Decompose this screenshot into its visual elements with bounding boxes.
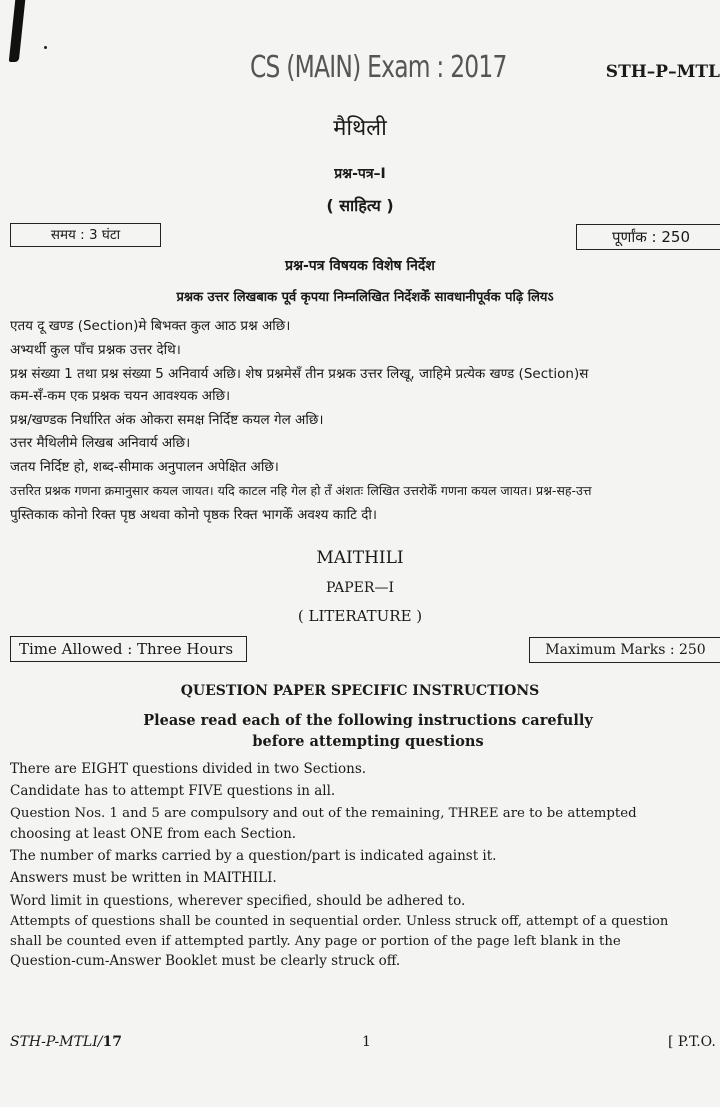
subject-hindi: मैथिली — [333, 116, 387, 141]
scan-dot — [44, 46, 47, 49]
english-line: Word limit in questions, wherever specified, should be adhered to. — [10, 893, 466, 909]
hindi-line: जतय निर्दिष्ट हो, शब्द-सीमाक अनुपालन अपेक्षित अछि। — [10, 459, 279, 475]
page-number: 1 — [362, 1034, 371, 1050]
english-line: The number of marks carried by a question/part is indicated against it. — [10, 848, 497, 864]
scan-mark — [9, 0, 26, 62]
footer-code — [10, 1034, 122, 1050]
footer-code-number: 17 — [102, 1034, 122, 1050]
section-hindi: ( साहित्य ) — [326, 196, 394, 215]
english-line: shall be counted even if attempted partly. Any page or portion of the page left blank in the — [10, 934, 621, 949]
hindi-instructions-heading: प्रश्न-पत्र विषयक विशेष निर्देश — [285, 258, 435, 274]
hindi-line: कम-सँ-कम एक प्रश्नक चयन आवश्यक अछि। — [10, 388, 231, 404]
english-line: Question-cum-Answer Booklet must be clearly struck off. — [10, 953, 401, 969]
hindi-line: प्रश्न/खण्डक निर्धारित अंक ओकरा समक्ष निर्दिष्ट कयल गेल अछि। — [10, 412, 324, 428]
english-line: Candidate has to attempt FIVE questions in all. — [10, 783, 336, 799]
section-english: ( LITERATURE ) — [297, 607, 423, 625]
hindi-line: उत्तर मैथिलीमे लिखब अनिवार्य अछि। — [10, 435, 191, 451]
english-instructions-heading: QUESTION PAPER SPECIFIC INSTRUCTIONS — [180, 683, 540, 699]
english-line: Attempts of questions shall be counted in sequential order. Unless struck off, attempt of a question — [10, 914, 669, 929]
hindi-line: अभ्यर्थी कुल पाँच प्रश्नक उत्तर देथि। — [10, 342, 181, 358]
paper-hindi: प्रश्न-पत्र–I — [334, 166, 386, 182]
english-line: choosing at least ONE from each Section. — [10, 826, 297, 842]
marks-box-english: Maximum Marks : 250 — [529, 637, 720, 663]
marks-box-hindi: पूर्णांक : 250 — [576, 224, 720, 250]
exam-title: CS (MAIN) Exam : 2017 — [250, 50, 507, 85]
english-line: There are EIGHT questions divided in two Sections. — [10, 761, 367, 777]
hindi-line: एतय दू खण्ड (Section)मे बिभक्त कुल आठ प्रश्न अछि। — [10, 318, 291, 334]
english-instructions-sub1: Please read each of the following instructions carefully — [143, 712, 593, 729]
english-line: Question Nos. 1 and 5 are compulsory and out of the remaining, THREE are to be attempted — [10, 806, 637, 821]
english-line: Answers must be written in MAITHILI. — [10, 870, 277, 886]
paper-code: STH–P–MTL — [605, 62, 720, 82]
footer-code-script: STH-P-MTLI/ — [10, 1034, 103, 1050]
time-box-hindi: समय : 3 घंटा — [10, 223, 161, 247]
subject-english: MAITHILI — [316, 548, 404, 568]
hindi-line: पुस्तिकाक कोनो रिक्त पृष्ठ अथवा कोनो पृष्ठक रिक्त भागकेँ अवश्य काटि दी। — [10, 507, 377, 523]
hindi-line: प्रश्न संख्या 1 तथा प्रश्न संख्या 5 अनिवार्य अछि। शेष प्रश्नमेसँ तीन प्रश्नक उत्तर लिखू, जाहिमे प्रत्येक खण्ड (Section)स — [10, 366, 589, 382]
hindi-instructions-subheading: प्रश्नक उत्तर लिखबाक पूर्व कृपया निम्नलिखित निर्देशकेँ सावधानीपूर्वक पढ़ि लियऽ — [176, 290, 554, 305]
paper-english: PAPER—I — [326, 580, 394, 596]
time-box-english: Time Allowed : Three Hours — [10, 636, 247, 662]
hindi-line: उत्तरित प्रश्नक गणना क्रमानुसार कयल जायत। यदि काटल नहि गेल हो तँ अंशतः लिखित उत्तरोकेँ गणना कयल जायत। प्रश्न-सह-उत्त — [10, 483, 592, 498]
english-instructions-sub2: before attempting questions — [252, 733, 484, 750]
pto: [ P.T.O. — [668, 1034, 716, 1050]
